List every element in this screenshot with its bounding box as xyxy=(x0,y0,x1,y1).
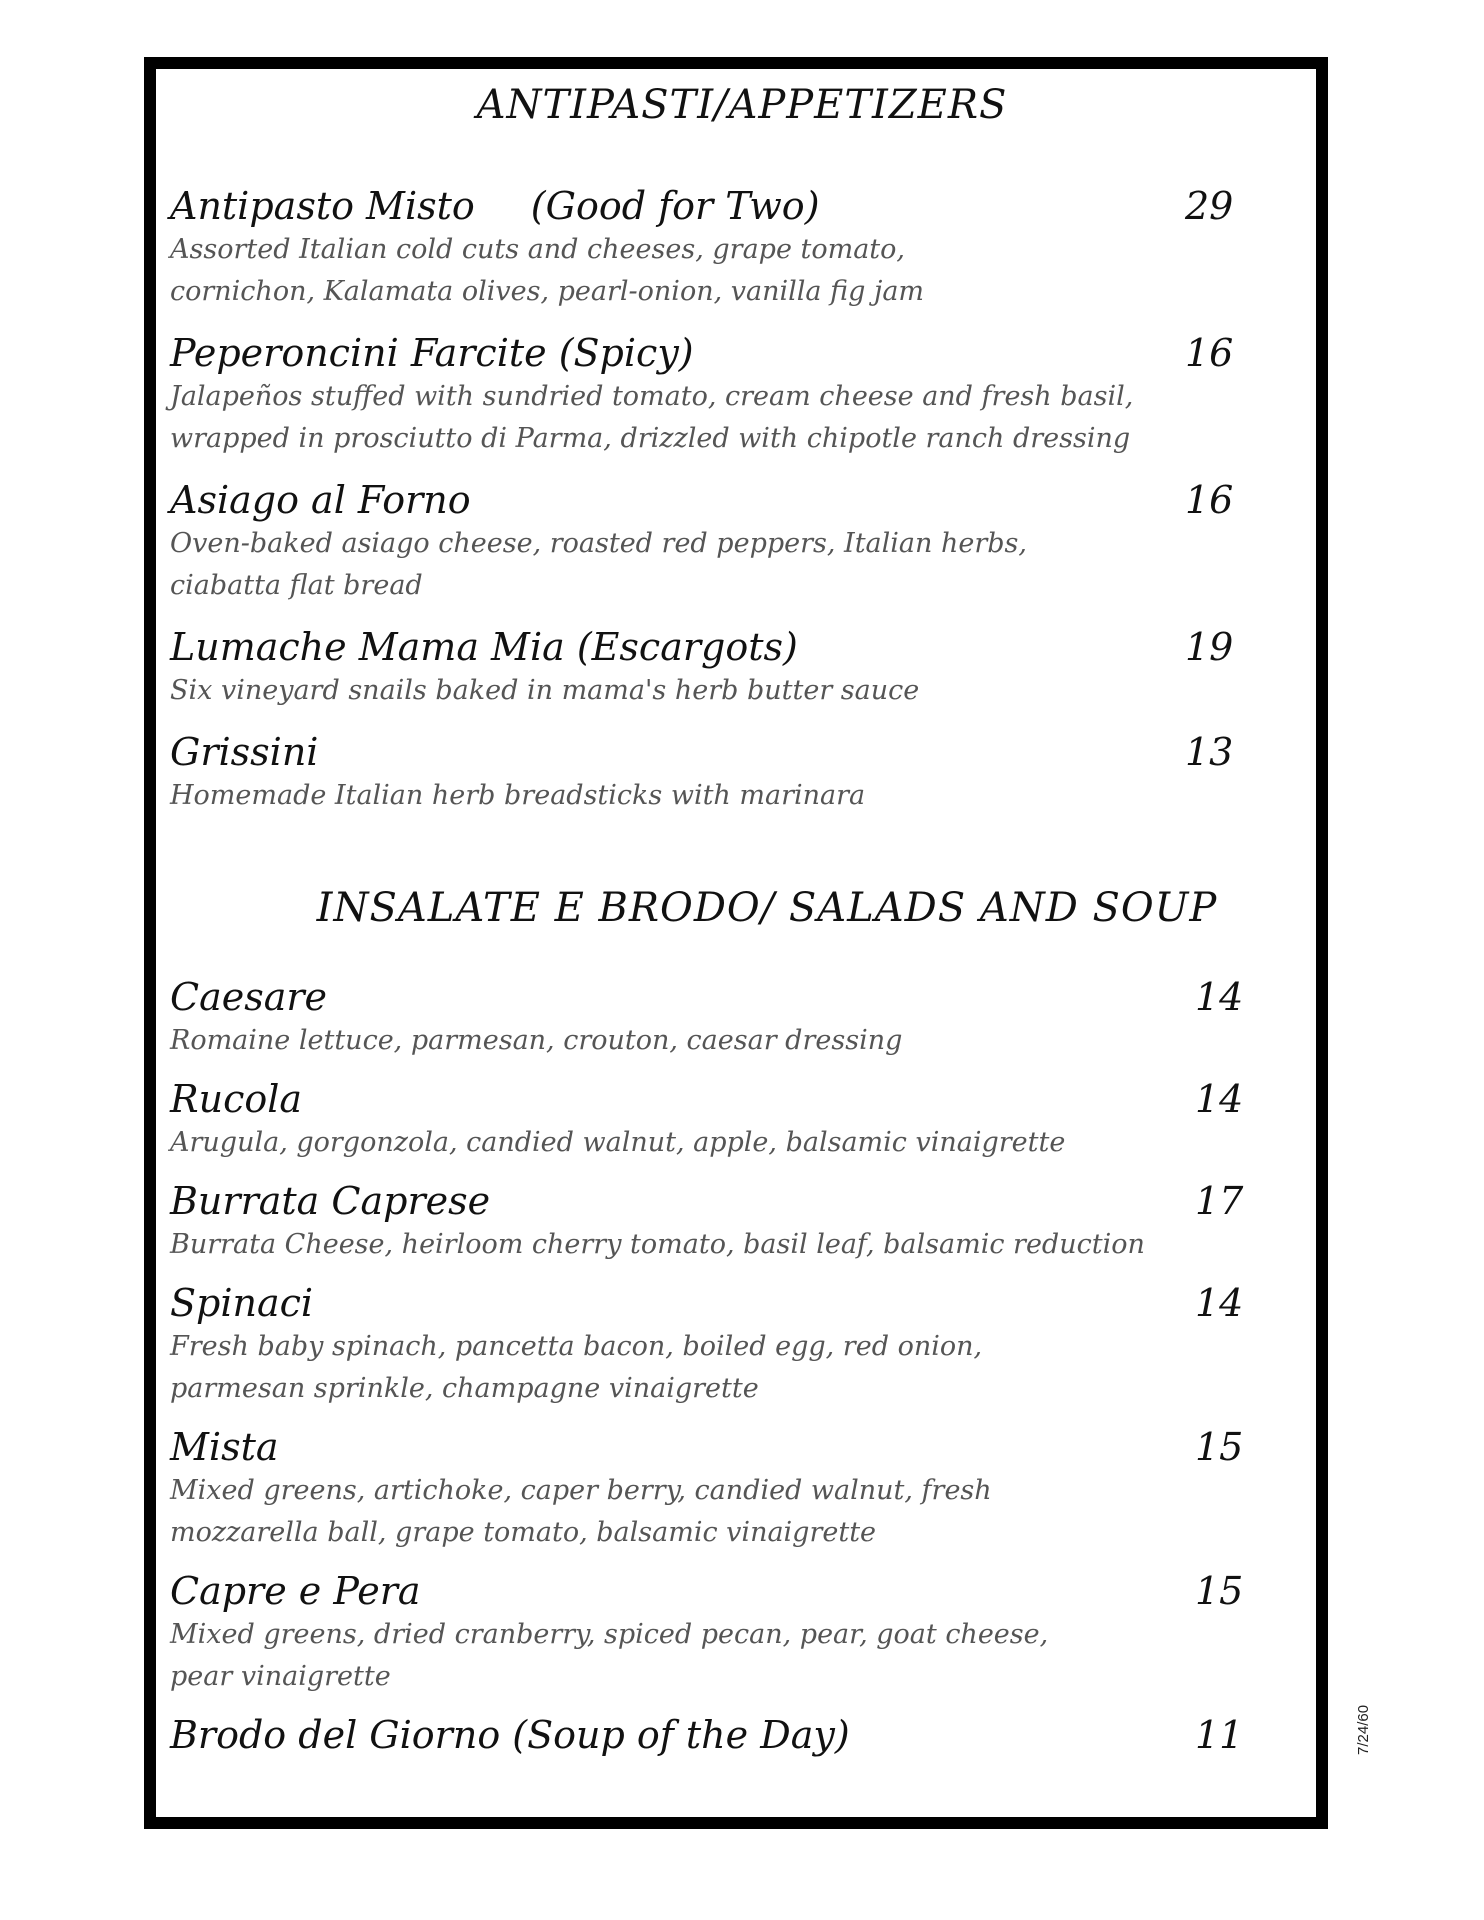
menu-item-mista xyxy=(170,1424,1250,1554)
item-description-line: pear vinaigrette xyxy=(170,1661,391,1692)
date-stamp: 7/24/60 xyxy=(1355,1704,1372,1755)
menu-item-capre-e-pera xyxy=(170,1568,1250,1698)
menu-item-grissini xyxy=(170,729,1250,817)
menu-item-caesare xyxy=(170,974,1250,1062)
item-price: 14 xyxy=(1195,1281,1244,1325)
item-description-line: wrapped in prosciutto di Parma, drizzled with chipotle ranch dressing xyxy=(170,423,1131,454)
item-price: 16 xyxy=(1185,331,1234,375)
item-name: Grissini xyxy=(170,730,319,774)
item-description-line: Jalapeños stuffed with sundried tomato, cream cheese and fresh basil, xyxy=(170,381,1134,412)
item-price: 14 xyxy=(1195,1077,1244,1121)
menu-item-peperoncini-farcite xyxy=(170,330,1250,460)
item-price: 17 xyxy=(1195,1179,1244,1223)
item-price: 19 xyxy=(1185,625,1234,669)
item-price: 11 xyxy=(1195,1713,1244,1757)
menu-item-spinaci xyxy=(170,1280,1250,1410)
item-description-line: Mixed greens, artichoke, caper berry, candied walnut, fresh xyxy=(170,1475,992,1506)
menu-item-brodo-del-giorno xyxy=(170,1712,1250,1758)
menu-item-asiago-al-forno xyxy=(170,477,1250,607)
menu-item-lumache-mama-mia xyxy=(170,624,1250,712)
item-name: Asiago al Forno xyxy=(170,478,471,522)
menu-item-burrata-caprese xyxy=(170,1178,1250,1266)
item-price: 15 xyxy=(1195,1425,1244,1469)
item-description-line: Romaine lettuce, parmesan, crouton, caesar dressing xyxy=(170,1025,903,1056)
item-description-line: Oven-baked asiago cheese, roasted red peppers, Italian herbs, xyxy=(170,528,1027,559)
item-description-line: Homemade Italian herb breadsticks with marinara xyxy=(170,780,866,811)
item-name: Capre e Pera xyxy=(170,1569,421,1613)
item-name: Burrata Caprese xyxy=(170,1179,491,1223)
menu-item-antipasto-misto xyxy=(170,183,1250,313)
item-description-line: ciabatta flat bread xyxy=(170,570,423,601)
item-description-line: Assorted Italian cold cuts and cheeses, grape tomato, xyxy=(170,234,905,265)
item-description-line: Arugula, gorgonzola, candied walnut, apple, balsamic vinaigrette xyxy=(170,1127,1066,1158)
item-description-line: Mixed greens, dried cranberry, spiced pecan, pear, goat cheese, xyxy=(170,1619,1049,1650)
menu-item-rucola xyxy=(170,1076,1250,1164)
item-description-line: mozzarella ball, grape tomato, balsamic vinaigrette xyxy=(170,1517,877,1548)
item-note: (Good for Two) xyxy=(530,184,820,228)
item-price: 15 xyxy=(1195,1569,1244,1613)
item-description-line: cornichon, Kalamata olives, pearl-onion, vanilla fig jam xyxy=(170,276,925,307)
item-name: Spinaci xyxy=(170,1281,314,1325)
item-name: Brodo del Giorno (Soup of the Day) xyxy=(170,1713,850,1757)
section-title-salads-and-soup: INSALATE E BRODO/ SALADS AND SOUP xyxy=(316,885,1218,931)
item-name: Mista xyxy=(170,1425,279,1469)
item-description-line: Six vineyard snails baked in mama's herb butter sauce xyxy=(170,675,920,706)
item-name: Caesare xyxy=(170,975,328,1019)
item-description-line: Burrata Cheese, heirloom cherry tomato, basil leaf, balsamic reduction xyxy=(170,1229,1145,1260)
item-name: Rucola xyxy=(170,1077,303,1121)
item-price: 14 xyxy=(1195,975,1244,1019)
item-name: Peperoncini Farcite (Spicy) xyxy=(170,331,694,375)
item-price: 16 xyxy=(1185,478,1234,522)
item-name: Antipasto Misto (Good for Two) xyxy=(170,184,820,228)
item-price: 29 xyxy=(1185,184,1234,228)
item-price: 13 xyxy=(1185,730,1234,774)
section-title-appetizers: ANTIPASTI/APPETIZERS xyxy=(476,82,1008,128)
item-description-line: Fresh baby spinach, pancetta bacon, boiled egg, red onion, xyxy=(170,1331,983,1362)
item-name: Lumache Mama Mia (Escargots) xyxy=(170,625,798,669)
menu-border-frame xyxy=(144,57,1328,1829)
item-description-line: parmesan sprinkle, champagne vinaigrette xyxy=(170,1373,759,1404)
